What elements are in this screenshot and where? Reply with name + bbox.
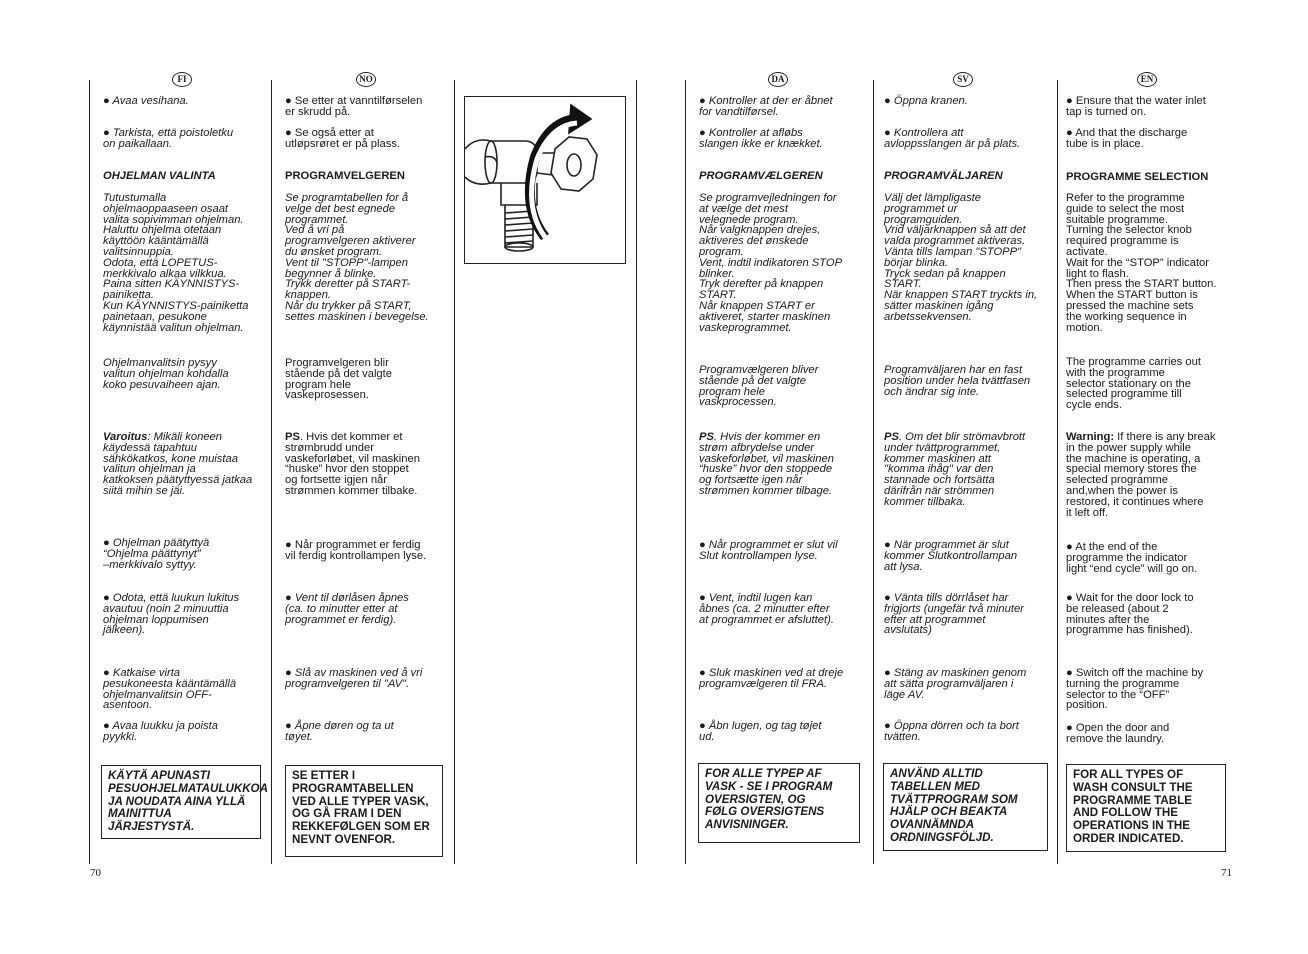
language-badge: SV — [953, 72, 973, 87]
paragraph: The programme carries out with the programme selector stationary on the selected programme till cycle ends. — [1066, 356, 1201, 412]
paragraph: Se programtabellen for å velge det best egnede programmet. Ved å vri på programvelgeren aktiverer du ønsket program. Vent til "STOPP"-lampen begynner å blinke. Trykk deretter på START- knappen. Når du trykker på START, settes maskinen i bevegelse. — [285, 192, 429, 323]
bullet: ● Ensure that the water inlet tap is turned on. — [1066, 95, 1206, 118]
column-divider — [685, 80, 686, 864]
bullet: ● Kontroller at afløbs slangen ikke er knækket. — [699, 127, 823, 150]
bullet: ● Se etter at vanntilførselen er skrudd på. — [285, 95, 423, 118]
bullet: ● Vänta tills dörrlåset har frigjorts (ungefär två minuter efter att programmet avslutats) — [884, 592, 1024, 637]
column-divider — [89, 80, 90, 864]
bullet: ● Kontroller at der er åbnet for vandtilførsel. — [699, 95, 833, 118]
warning-text: If there is any break in the power supply while the machine is operating, a special memory stores the selected programme and,when the power is restored, it continues where it left off. — [1066, 431, 1216, 519]
paragraph: Programvelgeren blir stående på det valgte program hele vaskeprosessen. — [285, 357, 392, 402]
language-badge: EN — [1137, 72, 1157, 87]
notice-box: ANVÄND ALLTID TABELLEN MED TVÄTTPROGRAM SOM HJÄLP OCH BEAKTA OVANNÄMNDA ORDNINGSFÖLJD. — [883, 763, 1048, 851]
bullet: ● Open the door and remove the laundry. — [1066, 722, 1170, 745]
warning-label: Warning: — [1066, 431, 1115, 443]
bullet: ● Se også etter at utløpsrøret er på plass. — [285, 127, 401, 150]
language-badge: FI — [172, 72, 192, 87]
warning-paragraph — [103, 432, 252, 497]
paragraph: Välj det lämpligaste programmet ur programguiden. Vrid väljarknappen så att det valda programmet aktiveras. Vänta tills lampan "STOPP" börjar blinka. Tryck sedan på knappen START. När knappen START tryckts in, sätter maskinen igång arbetssekvensen. — [884, 192, 1038, 323]
warning-paragraph — [1066, 432, 1215, 518]
bullet: ● Slå av maskinen ved å vri programvelgeren til "AV". — [285, 667, 423, 690]
bullet: ● Kontrollera att avloppsslangen är på plats. — [884, 127, 1021, 150]
page-number-left: 70 — [90, 867, 101, 879]
warning-label: PS — [699, 431, 714, 443]
paragraph: Se programvejledningen for at vælge det mest velegnede program. Når valgknappen drejes, aktiveres det ønskede program. Vent, indtil indikatoren STOP blinker. Tryk derefter på knappen START. Når knappen START er aktiveret, starter maskinen vaskeprogrammet. — [699, 192, 843, 334]
bullet: ● Odota, että luukun lukitus avautuu (noin 2 minuuttia ohjelman loppumisen jälkeen). — [103, 592, 240, 637]
page-number-right: 71 — [1221, 867, 1232, 879]
paragraph: Refer to the programme guide to select the most suitable programme. Turning the selector knob required programme is activate. Wait for the “STOP” indicator light to flash. Then press the START button. When the START button is pressed the machine sets the working sequence in motion. — [1066, 192, 1217, 334]
bullet: ● At the end of the programme the indicator light “end cycle” will go on. — [1066, 541, 1198, 575]
section-heading: PROGRAMME SELECTION — [1066, 171, 1209, 183]
column-divider — [873, 80, 874, 864]
language-badge: DA — [768, 72, 788, 87]
bullet: ● När programmet är slut kommer Slutkontrollampan att lysa. — [884, 539, 1018, 573]
notice-box: SE ETTER I PROGRAMTABELLEN VED ALLE TYPER VASK, OG GÅ FRAM I DEN REKKEFØLGEN SOM ER NEVNT OVENFOR. — [285, 765, 443, 857]
bullet: ● Öppna dörren och ta bort tvätten. — [884, 720, 1019, 743]
warning-label: PS — [884, 431, 899, 443]
column-divider — [636, 80, 637, 864]
bullet: ● Åpne døren og ta ut tøyet. — [285, 720, 394, 743]
warning-paragraph — [884, 432, 1025, 508]
section-heading: PROGRAMVÄLJAREN — [884, 170, 1003, 182]
notice-box: FOR ALLE TYPEP AF VASK - SE I PROGRAM OVERSIGTEN, OG FØLG OVERSIGTENS ANVISNINGER. — [698, 763, 860, 843]
notice-box: KÄYTÄ APUNASTI PESUOHJELMATAULUKKOA JA NOUDATA AINA YLLÄ MAINITTUA JÄRJESTYSTÄ. — [101, 765, 261, 839]
bullet: ● Tarkista, että poistoletku on paikallaan. — [103, 127, 234, 150]
bullet: ● Når programmet er ferdig vil ferdig kontrollampen lyse. — [285, 539, 427, 562]
warning-label: PS — [285, 431, 300, 443]
bullet: ● Katkaise virta pesukoneesta kääntämällä ohjelmanvalitsin OFF- asentoon. — [103, 667, 237, 712]
warning-label: Varoitus — [103, 431, 148, 443]
warning-text: : Mikäli koneen käydessä tapahtuu sähkökatkos, kone muistaa valitun ohjelman ja katkoksen päätyttyessä jatkaa siitä mihin se jäi. — [103, 431, 253, 497]
warning-paragraph — [699, 432, 834, 497]
section-heading: OHJELMAN VALINTA — [103, 170, 216, 182]
column-divider — [454, 80, 455, 864]
bullet: ● Ohjelman päätyttyä “Ohjelma päättynyt” –merkkivalo syttyy. — [103, 537, 210, 571]
column-divider — [1057, 80, 1058, 864]
warning-text: . Hvis det kommer et strømbrudd under vaskeforløbet, vil maskinen “huske” hvor den stoppet og fortsette igjen når strømmen kommer tilbake. — [285, 431, 420, 497]
tap-illustration — [464, 96, 626, 264]
bullet: ● Når programmet er slut vil Slut kontrollampen lyse. — [699, 539, 838, 562]
paragraph: Ohjelmanvalitsin pysyy valitun ohjelman kohdalla koko pesuvaiheen ajan. — [103, 357, 229, 391]
section-heading: PROGRAMVÆLGEREN — [699, 170, 823, 182]
bullet: ● Avaa vesihana. — [103, 95, 189, 107]
bullet: ● Avaa luukku ja poista pyykki. — [103, 720, 218, 743]
paragraph: Tutustumalla ohjelmaoppaaseen osaat valita sopivimman ohjelman. Haluttu ohjelma otetaan käyttöön kääntämällä valitsinnuppia. Odota, että LOPETUS- merkkivalo alkaa vilkkua. Paina sitten KÄYNNISTYS- painiketta. Kun KÄYNNISTYS-painiketta painetaan, pesukone käynnistää valitun ohjelman. — [103, 192, 249, 334]
warning-text: . Om det blir strömavbrott under tvättprogrammet, kommer maskinen att "komma ihåg" var den stannade och fortsätta därifrån när strömmen kommer tillbaka. — [884, 431, 1026, 508]
bullet: ● Åbn lugen, og tag tøjet ud. — [699, 720, 822, 743]
bullet: ● Öppna kranen. — [884, 95, 968, 107]
section-heading: PROGRAMVELGEREN — [285, 170, 405, 182]
language-badge: NO — [356, 72, 376, 87]
warning-text: . Hvis der kommer en strøm afbrydelse under vaskeforløbet, vil maskinen “huske” hvor den stoppede og fortsætte igen når strømmen kommer tilbage. — [699, 431, 834, 497]
bullet: ● Switch off the machine by turning the programme selector to the “OFF” position. — [1066, 667, 1204, 712]
warning-paragraph — [285, 432, 420, 497]
bullet: ● Wait for the door lock to be released (about 2 minutes after the programme has finished). — [1066, 592, 1194, 637]
bullet: ● Vent til dørlåsen åpnes (ca. to minutter etter at programmet er ferdig). — [285, 592, 409, 626]
paragraph: Programväljaren har en fast position under hela tvättfasen och ändrar sig inte. — [884, 364, 1031, 398]
bullet: ● Stäng av maskinen genom att sätta programväljaren i läge AV. — [884, 667, 1027, 701]
bullet: ● And that the discharge tube is in place. — [1066, 127, 1188, 150]
bullet: ● Sluk maskinen ved at dreje programvælgeren til FRA. — [699, 667, 844, 690]
bullet: ● Vent, indtil lugen kan åbnes (ca. 2 minutter efter at programmet er afsluttet). — [699, 592, 834, 626]
notice-box: FOR ALL TYPES OF WASH CONSULT THE PROGRAMME TABLE AND FOLLOW THE OPERATIONS IN THE ORDER INDICATED. — [1066, 764, 1226, 852]
water-tap-turn-icon — [465, 97, 625, 263]
paragraph: Programvælgeren bliver stående på det valgte program hele vaskprocessen. — [699, 364, 819, 409]
column-divider — [271, 80, 272, 864]
